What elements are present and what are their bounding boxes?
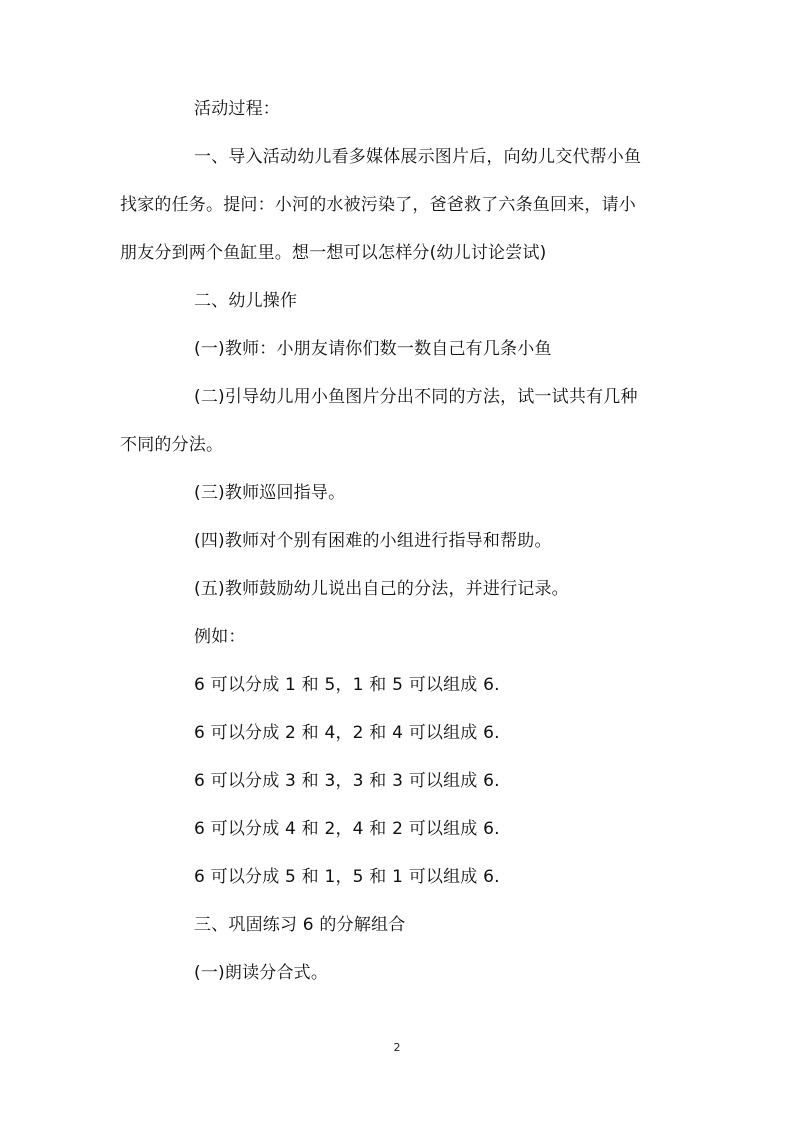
example-line: 6 可以分成 1 和 5，1 和 5 可以组成 6. <box>194 675 500 695</box>
text-line: (三)教师巡回指导。 <box>194 483 346 503</box>
text-line: (四)教师对个别有困难的小组进行指导和帮助。 <box>194 531 552 551</box>
text-line: (一)教师：小朋友请你们数一数自己有几条小鱼 <box>194 339 552 359</box>
text-line: 朋友分到两个鱼缸里。想一想可以怎样分(幼儿讨论尝试) <box>120 243 547 263</box>
example-line: 6 可以分成 2 和 4，2 和 4 可以组成 6. <box>194 723 500 743</box>
text-line: (二)引导幼儿用小鱼图片分出不同的方法，试一试共有几种 <box>194 387 638 407</box>
text-line: 一、导入活动幼儿看多媒体展示图片后，向幼儿交代帮小鱼 <box>194 147 642 167</box>
text-line: 活动过程： <box>194 99 280 119</box>
page-number: 2 <box>393 1041 401 1054</box>
text-line: 不同的分法。 <box>120 435 224 455</box>
section-heading: 二、幼儿操作 <box>194 291 298 311</box>
section-heading: 三、巩固练习 6 的分解组合 <box>194 915 406 935</box>
example-line: 6 可以分成 5 和 1，5 和 1 可以组成 6. <box>194 867 500 887</box>
text-line: (一)朗读分合式。 <box>194 963 329 983</box>
text-line: 找家的任务。提问：小河的水被污染了，爸爸救了六条鱼回来，请小 <box>120 195 636 215</box>
text-line: 例如： <box>194 627 246 647</box>
example-line: 6 可以分成 3 和 3，3 和 3 可以组成 6. <box>194 771 500 791</box>
text-line: (五)教师鼓励幼儿说出自己的分法，并进行记录。 <box>194 579 569 599</box>
example-line: 6 可以分成 4 和 2，4 和 2 可以组成 6. <box>194 819 500 839</box>
